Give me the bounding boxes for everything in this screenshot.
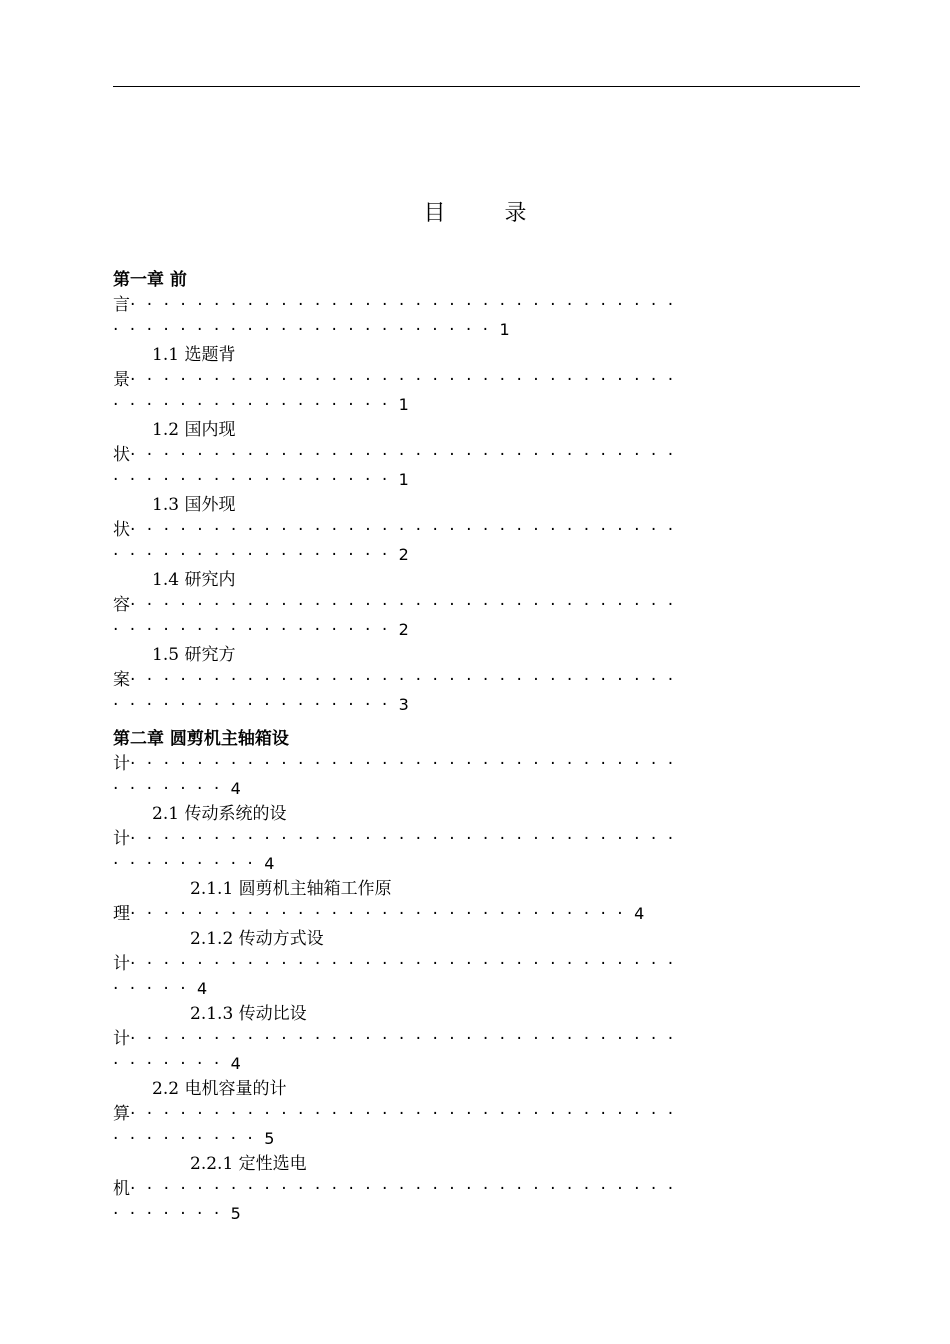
toc-leader: 容································· (113, 595, 685, 615)
toc-item-1-3[interactable]: 1.3 国外现 (152, 495, 236, 515)
page-number: 4 (264, 854, 275, 873)
toc-leader: ·······4 (113, 1054, 241, 1074)
toc-item-1-1[interactable]: 1.1 选题背 (152, 345, 236, 365)
toc-item-2-1[interactable]: 2.1 传动系统的设 (152, 804, 287, 824)
page-number: 5 (264, 1129, 275, 1148)
toc-leader: ·····4 (113, 979, 208, 999)
page-number: 3 (398, 695, 409, 714)
toc-item-2-1-1[interactable]: 2.1.1 圆剪机主轴箱工作原 (190, 879, 392, 899)
toc-leader: ·········5 (113, 1129, 275, 1149)
page-number: 5 (230, 1204, 241, 1223)
toc-leader: 状································· (113, 520, 685, 540)
toc-leader: 案································· (113, 670, 685, 690)
page-number: 2 (398, 620, 409, 639)
toc-leader: ·················1 (113, 470, 409, 490)
page-number: 4 (634, 904, 645, 923)
page-number: 1 (398, 470, 409, 489)
page-number: 4 (230, 779, 241, 798)
toc-label-tail: 算 (113, 1104, 130, 1124)
toc-leader: ·················3 (113, 695, 409, 715)
toc-leader: 计································· (113, 1029, 685, 1049)
toc-leader: ·······4 (113, 779, 241, 799)
toc-leader: ·················2 (113, 620, 409, 640)
toc-chapter-1[interactable]: 第一章 前 (113, 270, 187, 290)
toc-label-tail: 案 (113, 670, 130, 690)
toc-label-tail: 计 (113, 954, 130, 974)
toc-leader: 理······························4 (113, 904, 645, 924)
toc-label-tail: 理 (113, 904, 130, 924)
toc-leader: ·················1 (113, 395, 409, 415)
toc-leader: 言································· (113, 295, 685, 315)
toc-label-tail: 计 (113, 829, 130, 849)
toc-leader: ·······5 (113, 1204, 241, 1224)
toc-label-tail: 言 (113, 295, 130, 315)
toc-label-tail: 机 (113, 1179, 130, 1199)
header-rule (113, 86, 860, 87)
toc-item-2-2-1[interactable]: 2.2.1 定性选电 (190, 1154, 307, 1174)
toc-label-tail: 容 (113, 595, 130, 615)
toc-label-tail: 计 (113, 1029, 130, 1049)
toc-item-1-4[interactable]: 1.4 研究内 (152, 570, 236, 590)
page-number: 4 (197, 979, 208, 998)
toc-chapter-2[interactable]: 第二章 圆剪机主轴箱设 (113, 729, 289, 749)
toc-leader: 计································· (113, 829, 685, 849)
toc-item-1-5[interactable]: 1.5 研究方 (152, 645, 236, 665)
toc-leader: ·······················1 (113, 320, 510, 340)
toc-leader: 计································· (113, 954, 685, 974)
page-number: 2 (398, 545, 409, 564)
toc-label-tail: 状 (113, 445, 130, 465)
toc-leader: 计································· (113, 754, 685, 774)
toc-label-tail: 景 (113, 370, 130, 390)
page-number: 1 (398, 395, 409, 414)
toc-item-1-2[interactable]: 1.2 国内现 (152, 420, 236, 440)
page-number: 1 (499, 320, 510, 339)
toc-leader: 状································· (113, 445, 685, 465)
toc-leader: ·········4 (113, 854, 275, 874)
toc-leader: 算································· (113, 1104, 685, 1124)
toc-label-tail: 计 (113, 754, 130, 774)
toc-leader: ·················2 (113, 545, 409, 565)
toc-label-tail: 状 (113, 520, 130, 540)
toc-leader: 机································· (113, 1179, 685, 1199)
toc-item-2-1-2[interactable]: 2.1.2 传动方式设 (190, 929, 324, 949)
page-number: 4 (230, 1054, 241, 1073)
toc-leader: 景································· (113, 370, 685, 390)
toc-item-2-1-3[interactable]: 2.1.3 传动比设 (190, 1004, 307, 1024)
toc-item-2-2[interactable]: 2.2 电机容量的计 (152, 1079, 287, 1099)
page-title: 目 录 (423, 201, 553, 226)
